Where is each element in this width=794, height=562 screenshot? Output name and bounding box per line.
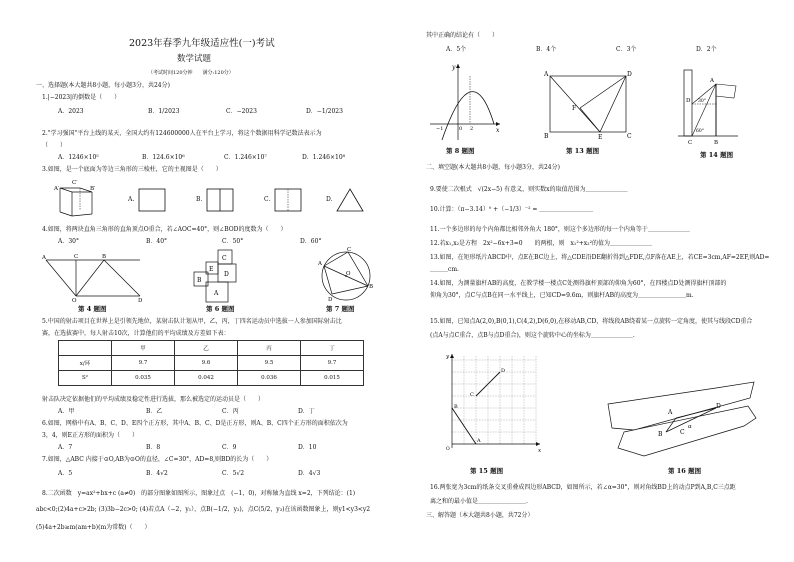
table-cell: 丁: [301, 341, 364, 356]
svg-text:−1: −1: [436, 126, 444, 132]
svg-text:2: 2: [470, 126, 474, 132]
svg-text:A: A: [477, 438, 481, 444]
exam-info: （考试时间120分钟 满分:120分）: [148, 70, 234, 76]
svg-text:O: O: [72, 298, 77, 304]
table-cell: x/环: [59, 356, 112, 371]
svg-text:C: C: [470, 392, 474, 398]
svg-text:O: O: [346, 271, 351, 277]
question-14-line-2: 仰角为30°，点C与点B在同一水平线上，已知CD=9.6m，则旗杆AB的高度为＿＿＿＿＿＿＿＿m.: [430, 292, 694, 299]
svg-text:y: y: [452, 64, 456, 71]
svg-text:60°: 60°: [696, 129, 704, 134]
question-3: 3.如图，是一个底面为等边三角形的三棱柱，它的主视图是（ ）: [42, 166, 222, 173]
q2-option-d: D．1.246×10⁸: [302, 154, 346, 161]
svg-text:A: A: [214, 290, 219, 297]
question-5-line-2: 赛，在选拔赛中，每人射击10次，计算他们的平均成绩及方差如下表：: [42, 330, 230, 337]
svg-text:A: A: [544, 71, 549, 78]
q4-option-b: B．40°: [146, 238, 168, 245]
svg-text:A: A: [668, 409, 673, 416]
question-15-line-1: 15.如图，已知点A(2,0),B(0,1),C(4,2),D(6,0),在移动AB,CD，将线段AB绕着某一点旋转一定角度，使其与线段CD重合: [430, 318, 753, 325]
svg-text:0: 0: [459, 126, 463, 132]
table-row: [59, 371, 364, 386]
svg-text:O: O: [446, 447, 450, 452]
table-cell: 9.5: [238, 356, 301, 371]
svg-text:A: A: [42, 255, 46, 261]
question-1: 1.|−2023|的倒数是（ ）: [42, 94, 121, 101]
svg-text:A: A: [710, 78, 714, 84]
figure-8-caption: 第 8 题图: [446, 147, 475, 155]
svg-text:x: x: [538, 448, 542, 454]
question-13-line-1: 13.如图，在矩形纸片ABCD中，点E在BC边上，将△CDE沿DE翻折得到△FDE,点F落在AE上，若CE=3cm,AF=2EF,则AD=: [430, 254, 770, 261]
svg-text:D: D: [716, 403, 721, 410]
svg-text:D: D: [686, 98, 691, 104]
q6-option-d: D．10: [298, 444, 317, 451]
exam-title: 2023年春季九年级适应性(一)考试: [129, 38, 275, 49]
svg-text:x: x: [496, 127, 500, 134]
q8-option-c: C．3个: [616, 46, 637, 53]
exam-subtitle: 数学试题: [177, 54, 212, 64]
table-cell: 甲: [112, 341, 175, 356]
table-cell: 9.7: [301, 356, 364, 371]
question-14-line-1: 14.如图，为测量旗杆AB的高度，在教学楼一楼点C处测得旗杆顶部的仰角为60°，在四楼点D处测得旗杆顶部的: [430, 280, 727, 287]
figure-13-caption: 第 13 题图: [566, 147, 600, 155]
svg-text:A′: A′: [54, 186, 60, 192]
figure-16: [604, 378, 762, 464]
q1-option-c: C．−2023: [226, 108, 257, 115]
q4-option-c: C．50°: [222, 238, 244, 245]
q2-option-c: C．1.246×10⁷: [224, 154, 267, 161]
q3-option-a: A.: [128, 196, 135, 203]
svg-text:F: F: [572, 105, 577, 112]
svg-text:B: B: [369, 284, 374, 290]
q5-option-b: B．乙: [146, 408, 163, 415]
figure-16-caption: 第 16 题图: [668, 467, 702, 475]
q7-option-d: D．4√3: [298, 470, 321, 477]
q3-option-c: C.: [264, 196, 271, 203]
table-header-row: [59, 341, 364, 356]
table-cell: 乙: [175, 341, 238, 356]
question-7: 7.如图，△ABC 内接于⊙O,AB为⊙O的直径，∠C=30°，AD=8,则BD的长为（ ）: [42, 456, 273, 463]
table-cell: 丙: [238, 341, 301, 356]
table-cell: 0.036: [238, 371, 301, 386]
q5-option-a: A．甲: [58, 408, 75, 415]
question-2-line-2: （ ）: [42, 142, 67, 149]
question-4: 4.如图，将两块直角三角形的直角顶点O重合，若∠AOC=40°，则∠BOD的度数为（ ）: [42, 226, 287, 233]
svg-text:B: B: [197, 277, 202, 284]
figure-4: [40, 252, 150, 302]
table-row: [59, 356, 364, 371]
svg-text:C: C: [680, 429, 685, 436]
q6-option-c: C．9: [222, 444, 237, 451]
svg-text:D: D: [224, 271, 229, 278]
figure-14-caption: 第 14 题图: [700, 151, 734, 159]
q2-option-a: A．1246×10⁵: [58, 154, 99, 161]
table-cell: 0.042: [175, 371, 238, 386]
figure-8: [426, 60, 506, 142]
table-cell: 0.035: [112, 371, 175, 386]
svg-text:C: C: [627, 133, 632, 140]
question-8-continued: 其中正确的结论有（ ）: [426, 32, 499, 39]
svg-text:C: C: [222, 255, 227, 262]
q7-option-b: B．4√2: [146, 470, 168, 477]
question-6-line-1: 6.如图，网格中有A、B、C、D、E四个正方形，其中A、B、C、D是正方形，则A、B、C四个正方形的面积依次为: [42, 420, 348, 427]
question-11: 11.一个多边形的每个内角都比相邻外角大 180°，则这个多边形的每一个内角等于＿＿＿＿＿＿＿: [430, 226, 690, 233]
figure-7: [318, 248, 374, 304]
svg-text:B: B: [544, 133, 549, 140]
table-cell: 9.7: [112, 356, 175, 371]
question-10: 10.计算：（π−3.14）⁰ +（−1/3）⁻² = ＿＿＿＿＿＿＿＿＿: [430, 206, 594, 213]
question-8-line-2: abc<0;(2)4a+c>2b; (3)3b−2c>0; (4)若点A（−2，y₁），点B(−1/2，y₂)，点C(5/2，y₃)在该函数图象上，则y1<y3<y2: [36, 506, 371, 513]
table-cell: [59, 341, 112, 356]
q6-option-b: B．8: [146, 444, 161, 451]
question-5-line-1: 5.中国的射击项目在世界上是引领先地位，某射击队计划从甲，乙，丙，丁四名运动员中选拔一人参加国际射击比: [42, 318, 342, 325]
q3-option-a-rect: [138, 188, 168, 212]
q4-option-d: D．60°: [300, 238, 322, 245]
svg-text:B: B: [714, 140, 719, 146]
svg-text:C: C: [347, 247, 352, 253]
q6-option-a: A．7: [58, 444, 73, 451]
svg-text:30°: 30°: [698, 99, 706, 104]
svg-text:C′: C′: [72, 180, 78, 186]
q5-option-d: D．丁: [298, 408, 315, 415]
prism-figure: [52, 174, 100, 220]
question-12: 12.若x₁,x₂是方程 2x²−6x+3=0 的两根，则 x₁²+x₂²的值为＿＿＿＿＿＿＿: [430, 240, 652, 247]
svg-text:A: A: [318, 261, 322, 267]
q2-option-b: B．124.6×10⁶: [142, 154, 185, 161]
question-8-line-1: 8.二次函数 y=ax²+bx+c (a≠0) 的部分图象如图所示，图象过点 (−1，0)，对称轴为直线 x=2，下列结论：(1): [42, 490, 356, 497]
question-15-line-2: (点A与点C重合，点B与点D重合)，则这个旋转中心的坐标为＿＿＿＿＿＿＿.: [430, 332, 635, 339]
q8-option-b: B．4个: [536, 46, 557, 53]
question-8-line-3: (5)4a+2b≥m(am+b)(m为常数)（ ）: [36, 524, 151, 531]
figure-13: [542, 68, 634, 140]
question-16-line-2: 离之和的最小值是＿＿＿＿＿＿＿＿.: [430, 498, 528, 505]
section-3-heading: 三、解答题（本大题共8小题，共72分）: [426, 512, 534, 519]
svg-text:D: D: [627, 71, 632, 78]
q7-option-c: C．5√2: [222, 470, 245, 477]
score-table: [58, 340, 364, 386]
question-13-line-2: ＿＿＿cm.: [430, 266, 459, 273]
svg-text:D: D: [328, 297, 333, 303]
figure-15-caption: 第 15 题图: [470, 467, 504, 475]
q7-option-a: A．5: [58, 470, 73, 477]
table-cell: 9.6: [175, 356, 238, 371]
question-2-line-1: 2."学习强国"平台上线的某天，全国大约有124600000人在平台上学习，将这个数据用科学记数法表示为: [42, 130, 322, 137]
svg-text:α: α: [688, 424, 692, 430]
svg-text:C: C: [74, 254, 79, 260]
q3-option-b: B.: [196, 196, 203, 203]
svg-text:C: C: [688, 140, 693, 146]
q1-option-b: B．1/2023: [148, 108, 180, 115]
figure-15: [440, 352, 544, 456]
svg-text:D: D: [138, 298, 143, 304]
svg-text:B: B: [658, 431, 663, 438]
question-9: 9.要使二次根式 √(2x−5) 有意义，则实数x的取值范围为＿＿＿＿＿＿＿: [430, 186, 628, 193]
question-5-line-3: 射击队决定依据他们的平均成绩及稳定性进行选拔，那么被选定的运动员是（ ）: [42, 396, 265, 403]
svg-text:B′: B′: [90, 186, 96, 192]
q4-option-a: A．30°: [58, 238, 79, 245]
section-2-heading: 二、填空题(本大题共8小题，每小题3分，共24分): [426, 164, 560, 171]
figure-7-caption: 第 7 题图: [326, 305, 355, 313]
svg-text:E: E: [209, 266, 214, 273]
svg-text:D: D: [501, 368, 506, 374]
table-cell: 0.015: [301, 371, 364, 386]
q3-option-c-rect: [274, 188, 304, 212]
figure-6: [188, 246, 252, 304]
q1-option-d: D．−1/2023: [306, 108, 343, 115]
q3-option-d-triangle: [336, 188, 366, 212]
svg-text:B: B: [454, 404, 458, 410]
q5-option-c: C．丙: [222, 408, 239, 415]
figure-4-caption: 第 4 题图: [78, 305, 107, 313]
question-16-line-1: 16.两张宽为3cm的纸条交叉重叠成四边形ABCD，如图所示，若∠α=30°，则对角线BD上的动点P到A,B,C三点距: [430, 484, 736, 491]
question-6-line-2: 3，4，则E正方形的面积为（ ）: [42, 432, 139, 439]
figure-6-caption: 第 6 题图: [206, 305, 235, 313]
svg-text:E: E: [598, 134, 603, 141]
q3-option-b-rect: [206, 188, 236, 212]
table-cell: S²: [59, 371, 112, 386]
figure-14: [676, 64, 746, 144]
q8-option-a: A．5个: [446, 46, 467, 53]
svg-text:B: B: [102, 254, 107, 260]
section-1-heading: 一、选择题(本大题共8小题，每小题3分，共24分): [36, 82, 170, 89]
svg-text:y: y: [446, 354, 450, 360]
q1-option-a: A．2023: [58, 108, 84, 115]
q8-option-d: D．2个: [696, 46, 717, 53]
q3-option-d: D.: [326, 196, 333, 203]
